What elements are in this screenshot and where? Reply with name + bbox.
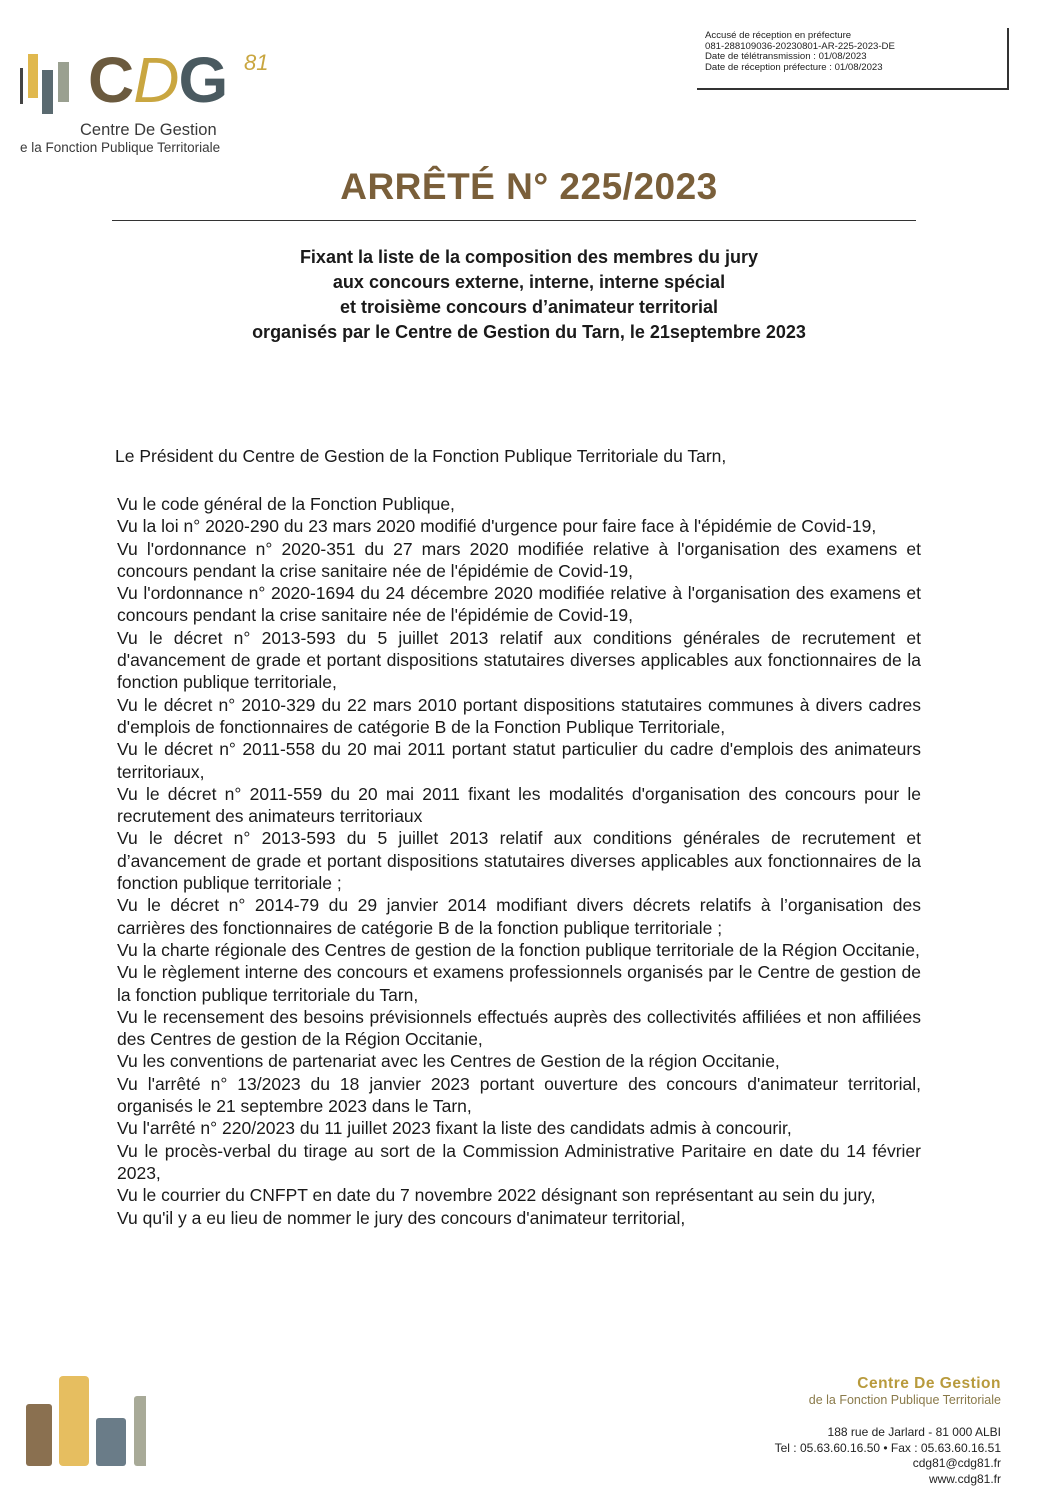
logo-bars-icon (18, 48, 88, 118)
logo-org-subtitle: e la Fonction Publique Territoriale (20, 140, 221, 155)
consideration-item: Vu les conventions de partenariat avec les Centres de Gestion de la région Occitanie, (117, 1051, 780, 1072)
subtitle-line: Fixant la liste de la composition des membres du jury (299, 247, 759, 267)
consideration-item: Vu le décret n° 2013-593 du 5 juillet 2013 relatif aux conditions générales de recrutement et d’avancement de grade et portant dispositions statutaires diverses applicables aux fonctionnaires de la fonction publique territoriale ; (117, 828, 921, 894)
subtitle-line: organisés par le Centre de Gestion du Tarn, le 21septembre 2023 (252, 322, 806, 342)
considerations-list (117, 493, 921, 1229)
intro-paragraph: Le Président du Centre de Gestion de la Fonction Publique Territoriale du Tarn, (115, 446, 727, 466)
title-divider (112, 220, 916, 221)
cdg81-logo (18, 44, 269, 160)
prefecture-receipt-stamp (697, 28, 1009, 90)
footer-org-name: Centre De Gestion (857, 1375, 1001, 1392)
subtitle-line: et troisième concours d’animateur territorial (339, 297, 719, 317)
consideration-item: Vu le décret n° 2010-329 du 22 mars 2010 portant dispositions statutaires communes à divers cadres d'emplois de fonctionnaires de catégorie B de la Fonction Publique Territoriale, (117, 694, 921, 737)
document-subtitle (0, 245, 1058, 345)
stamp-reception-date: Date de réception préfecture : 01/08/2023 (705, 61, 883, 73)
footer-org-subtitle: de la Fonction Publique Territoriale (808, 1393, 1001, 1407)
consideration-item: Vu le décret n° 2014-79 du 29 janvier 2014 modifiant divers décrets relatifs à l’organisation des carrières des fonctionnaires de catégorie B de la fonction publique territoriale ; (117, 895, 921, 938)
subtitle-line: aux concours externe, interne, interne spécial (332, 272, 726, 292)
footer-bars-icon (26, 1376, 146, 1466)
logo-wordmark: CDG (88, 44, 228, 116)
consideration-item: Vu le code général de la Fonction Publique, (117, 494, 455, 514)
consideration-item: Vu l'ordonnance n° 2020-1694 du 24 décembre 2020 modifiée relative à l'organisation des examens et concours pendant la crise sanitaire née de l'épidémie de Covid-19, (117, 583, 921, 626)
footer-contact (775, 1425, 1001, 1487)
footer-phone-fax: Tel : 05.63.60.16.50 • Fax : 05.63.60.16.51 (774, 1440, 1001, 1455)
footer-address: 188 rue de Jarlard - 81 000 ALBI (827, 1425, 1001, 1439)
consideration-item: Vu l'arrêté n° 13/2023 du 18 janvier 2023 portant ouverture des concours d'animateur territorial, organisés le 21 septembre 2023 dans le Tarn, (117, 1073, 921, 1117)
footer-website: www.cdg81.fr (928, 1471, 1001, 1486)
consideration-item: Vu la loi n° 2020-290 du 23 mars 2020 modifié d'urgence pour faire face à l'épidémie de Covid-19, (117, 516, 877, 537)
consideration-item: Vu le règlement interne des concours et examens professionnels organisés par le Centre de gestion de la fonction publique territoriale du Tarn, (117, 962, 921, 1005)
consideration-item: Vu l'ordonnance n° 2020-351 du 27 mars 2020 modifiée relative à l'organisation des examens et concours pendant la crise sanitaire née de l'épidémie de Covid-19, (117, 538, 921, 581)
consideration-item: Vu qu'il y a eu lieu de nommer le jury des concours d'animateur territorial, (117, 1207, 686, 1228)
consideration-item: Vu le décret n° 2011-559 du 20 mai 2011 fixant les modalités d'organisation des concours pour le recrutement des animateurs territoriaux (117, 783, 921, 827)
consideration-item: Vu la charte régionale des Centres de gestion de la fonction publique territoriale de la Région Occitanie, (117, 939, 920, 960)
stamp-transmission-date: Date de télétransmission : 01/08/2023 (705, 51, 867, 63)
document-title: ARRÊTÉ N° 225/2023 (340, 166, 718, 207)
consideration-item: Vu le décret n° 2013-593 du 5 juillet 2013 relatif aux conditions générales de recrutement et d'avancement de grade et portant dispositions statutaires diverses applicables aux fonctionnaires de la fonction publique territoriale, (117, 627, 921, 693)
stamp-line: Accusé de réception en préfecture (705, 30, 852, 41)
stamp-reference: 081-288109036-20230801-AR-225-2023-DE (705, 40, 895, 52)
logo-number: 81 (244, 50, 269, 75)
footer-email: cdg81@cdg81.fr (912, 1456, 1001, 1470)
consideration-item: Vu le procès-verbal du tirage au sort de la Commission Administrative Paritaire en date du 14 février 2023, (117, 1140, 921, 1183)
logo-org-name: Centre De Gestion (80, 121, 217, 139)
consideration-item: Vu l'arrêté n° 220/2023 du 11 juillet 2023 fixant la liste des candidats admis à concourir, (117, 1118, 792, 1139)
consideration-item: Vu le courrier du CNFPT en date du 7 novembre 2022 désignant son représentant au sein du jury, (117, 1185, 876, 1206)
consideration-item: Vu le décret n° 2011-558 du 20 mai 2011 portant statut particulier du cadre d'emplois des animateurs territoriaux, (117, 739, 921, 782)
consideration-item: Vu le recensement des besoins prévisionnels effectués auprès des collectivités affiliées et non affiliées des Centres de gestion de la Région Occitanie, (117, 1006, 921, 1050)
footer-organization (809, 1375, 1001, 1407)
